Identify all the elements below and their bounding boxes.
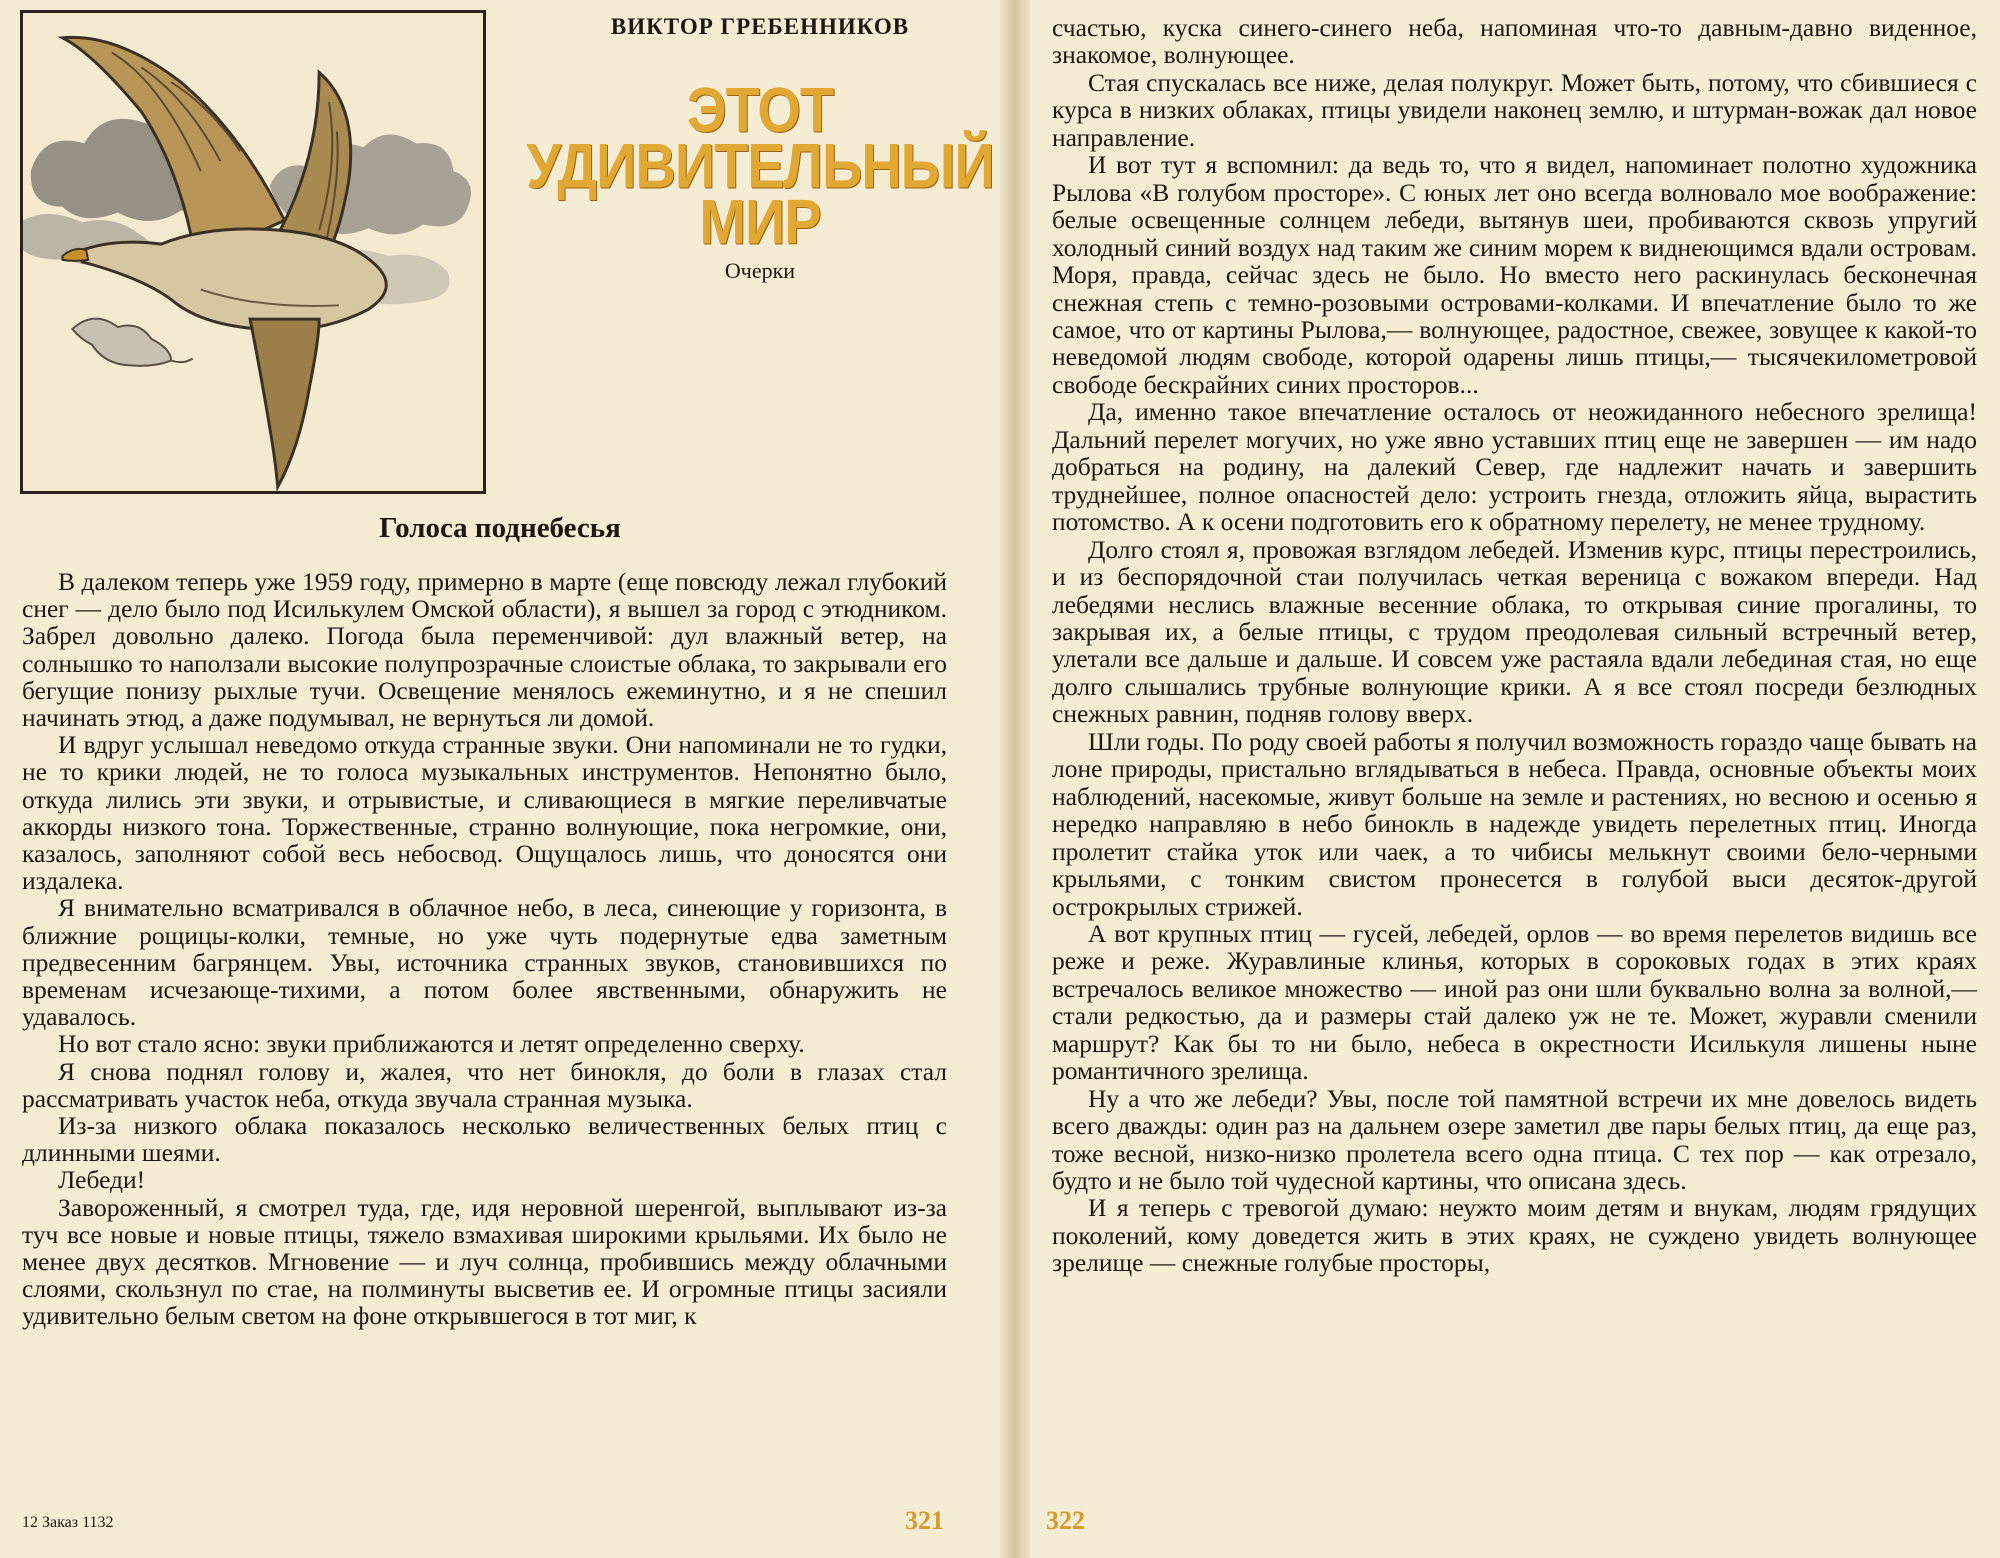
paragraph: Стая спускалась все ниже, делая полукруг. Может быть, потому, что сбившиеся с курса в низких облаках, птицы увидели наконец землю, и штурман-вожак дал новое направление. — [1052, 67, 1977, 152]
paragraph: счастью, куска синего-синего неба, напоминая что-то давным-давно виденное, знакомое, волнующее. — [1052, 13, 1977, 70]
book-title — [520, 74, 1000, 257]
chapter-title: Голоса поднебесья — [379, 512, 621, 544]
paragraph: Долго стоял я, провожая взглядом лебедей. Изменив курс, птицы перестроились, и из беспорядочной стаи получилась четкая вереница с вожаком впереди. Над лебедями неслись влажные весенние облака, то открывая синие прогалины, то закрывая их, а белые птицы, с трудом преодолевая сильный встречный ветер, улетали все дальше и дальше. И совсем уже растаяла вдали лебединая стая, но еще долго слышались трубные волнующие крики. А я все стоял посреди безлюдных снежных равнин, подняв голову вверх. — [1052, 534, 1977, 729]
paragraph: И вот тут я вспомнил: да ведь то, что я видел, напоминает полотно художника Рылова «В голубом просторе». С юных лет оно всегда волновало мое воображение: белые освещенные солнцем лебеди, вытянув шеи, пробиваются сквозь упругий холодный синий воздух над таким же синим морем к виднеющимся вдали островам. Моря, правда, сейчас здесь не было. Но вместо него раскинулась бесконечная снежная степь с темно-розовыми островами-колками. И впечатление было то же самое, что от картины Рылова,— волнующее, радостное, свежее, зовущее к какой-то неведомой людям свободе, которой одарены лишь птицы,— тысячекилометровой свободе бескрайних синих просторов... — [1052, 150, 1977, 399]
left-body-text — [22, 568, 947, 1330]
right-page — [1030, 0, 2000, 1558]
flying-swans-drawing — [23, 13, 483, 491]
book-title-line: МИР — [699, 186, 821, 257]
paragraph: В далеком теперь уже 1959 году, примерно в марте (еще повсюду лежал глубокий снег — дело было под Исилькулем Омской области), я вышел за город с этюдником. Забрел довольно далеко. Погода была переменчивой: дул влажный ветер, на солнышко то наползали высокие полупрозрачные слоистые облака, то закрывали его бегущие понизу рыхлые тучи. Освещение менялось ежеминутно, и я не спешил начинать этюд, а даже подумывал, не вернуться ли домой. — [22, 567, 947, 733]
author-name: ВИКТОР ГРЕБЕННИКОВ — [610, 14, 910, 39]
paragraph: Да, именно такое впечатление осталось от неожиданного небесного зрелища! Дальний перелет могучих, но уже явно уставших птиц еще не завершен — им надо добраться на родину, на далекий Север, где надлежит начать и завершить труднейшее, полное опасностей дело: устроить гнезда, отложить яйца, вырастить потомство. А к осени подготовить его к обратному перелету, не менее трудному. — [1052, 397, 1977, 537]
paragraph: Завороженный, я смотрел туда, где, идя неровной шеренгой, выплывают из-за туч все новые и новые птицы, тяжело взмахивая широкими крыльями. Их было не менее двух десятков. Мгновение — и луч солнца, пробившись между облачными слоями, скользнул по стае, на полминуты высветив ее. И огромные птицы засияли удивительно белым светом на фоне открывшегося в тот миг, к — [22, 1192, 947, 1331]
swan-illustration — [20, 10, 486, 494]
book-gutter — [1000, 0, 1030, 1558]
paragraph: Из-за низкого облака показалось несколько величественных белых птиц с длинными шеями. — [22, 1111, 947, 1168]
right-body-text — [1052, 14, 1977, 1277]
book-title-line: ЭТОТ — [686, 74, 834, 145]
book-title-line: УДИВИТЕЛЬНЫЙ — [526, 130, 994, 201]
paragraph: И я теперь с тревогой думаю: неужто моим детям и внукам, людям грядущих поколений, кому доведется жить в этих краях, не суждено увидеть волнующее зрелище — снежные голубые просторы, — [1052, 1193, 1977, 1278]
paragraph: Я внимательно всматривался в облачное небо, в леса, синеющие у горизонта, в ближние рощицы-колки, темные, но уже чуть подернутые едва заметным предвесенним багрянцем. Увы, источника странных звуков, становившихся по временам исчезающе-тихими, а потом более явственными, обнаружить не удавалось. — [22, 893, 947, 1032]
paragraph: И вдруг услышал неведомо откуда странные звуки. Они напоминали не то гудки, не то крики людей, не то голоса музыкальных инструментов. Непонятно было, откуда лились эти звуки, и отрывистые, и сливающиеся в мягкие переливчатые аккорды низкого тона. Торжественные, странно волнующие, пока негромкие, они, казалось, заполняют собой весь небосвод. Ощущалось лишь, что доносятся они издалека. — [22, 730, 947, 896]
paragraph: Шли годы. По роду своей работы я получил возможность гораздо чаще бывать на лоне природы, пристально вглядываться в небеса. Правда, основные объекты моих наблюдений, насекомые, живут больше на земле и растениях, но весною и осенью я нередко направляю в небо бинокль в надежде увидеть перелетных птиц. Иногда пролетит стайка уток или чаек, а то чибисы мелькнут своими бело-черными крыльями, с тонким свистом пронесется в голубой выси десяток-другой острокрылых стрижей. — [1052, 726, 1977, 921]
paragraph: Лебеди! — [58, 1165, 146, 1195]
print-order-note: 12 Заказ 1132 — [22, 1514, 114, 1531]
page-number: 322 — [1046, 1506, 1085, 1535]
paragraph: Я снова поднял голову и, жалея, что нет бинокля, до боли в глазах стал рассматривать участок неба, откуда звучала странная музыка. — [22, 1056, 947, 1113]
paragraph: Но вот стало ясно: звуки приближаются и летят определенно сверху. — [58, 1029, 805, 1059]
page-number: 321 — [905, 1506, 944, 1535]
paragraph: Ну а что же лебеди? Увы, после той памятной встречи их мне довелось видеть всего дважды: один раз на дальнем озере заметил две пары белых птиц, да еще раз, тоже весной, низко-низко пролетела всего одна птица. С тех пор — как отрезало, будто и не было той чудесной картины, что описана здесь. — [1052, 1083, 1977, 1196]
genre-label: Очерки — [724, 258, 796, 283]
paragraph: А вот крупных птиц — гусей, лебедей, орлов — во время перелетов видишь все реже и реже. Журавлиные клинья, которых в сороковых годах в этих краях встречалось великое множество — иной раз они шли буквально волна за волной,— стали редкостью, да и размеры стай далеко уж не те. Может, журавли сменили маршрут? Как бы то ни было, небеса в окрестности Исилькуля лишены ныне романтичного зрелища. — [1052, 918, 1977, 1086]
